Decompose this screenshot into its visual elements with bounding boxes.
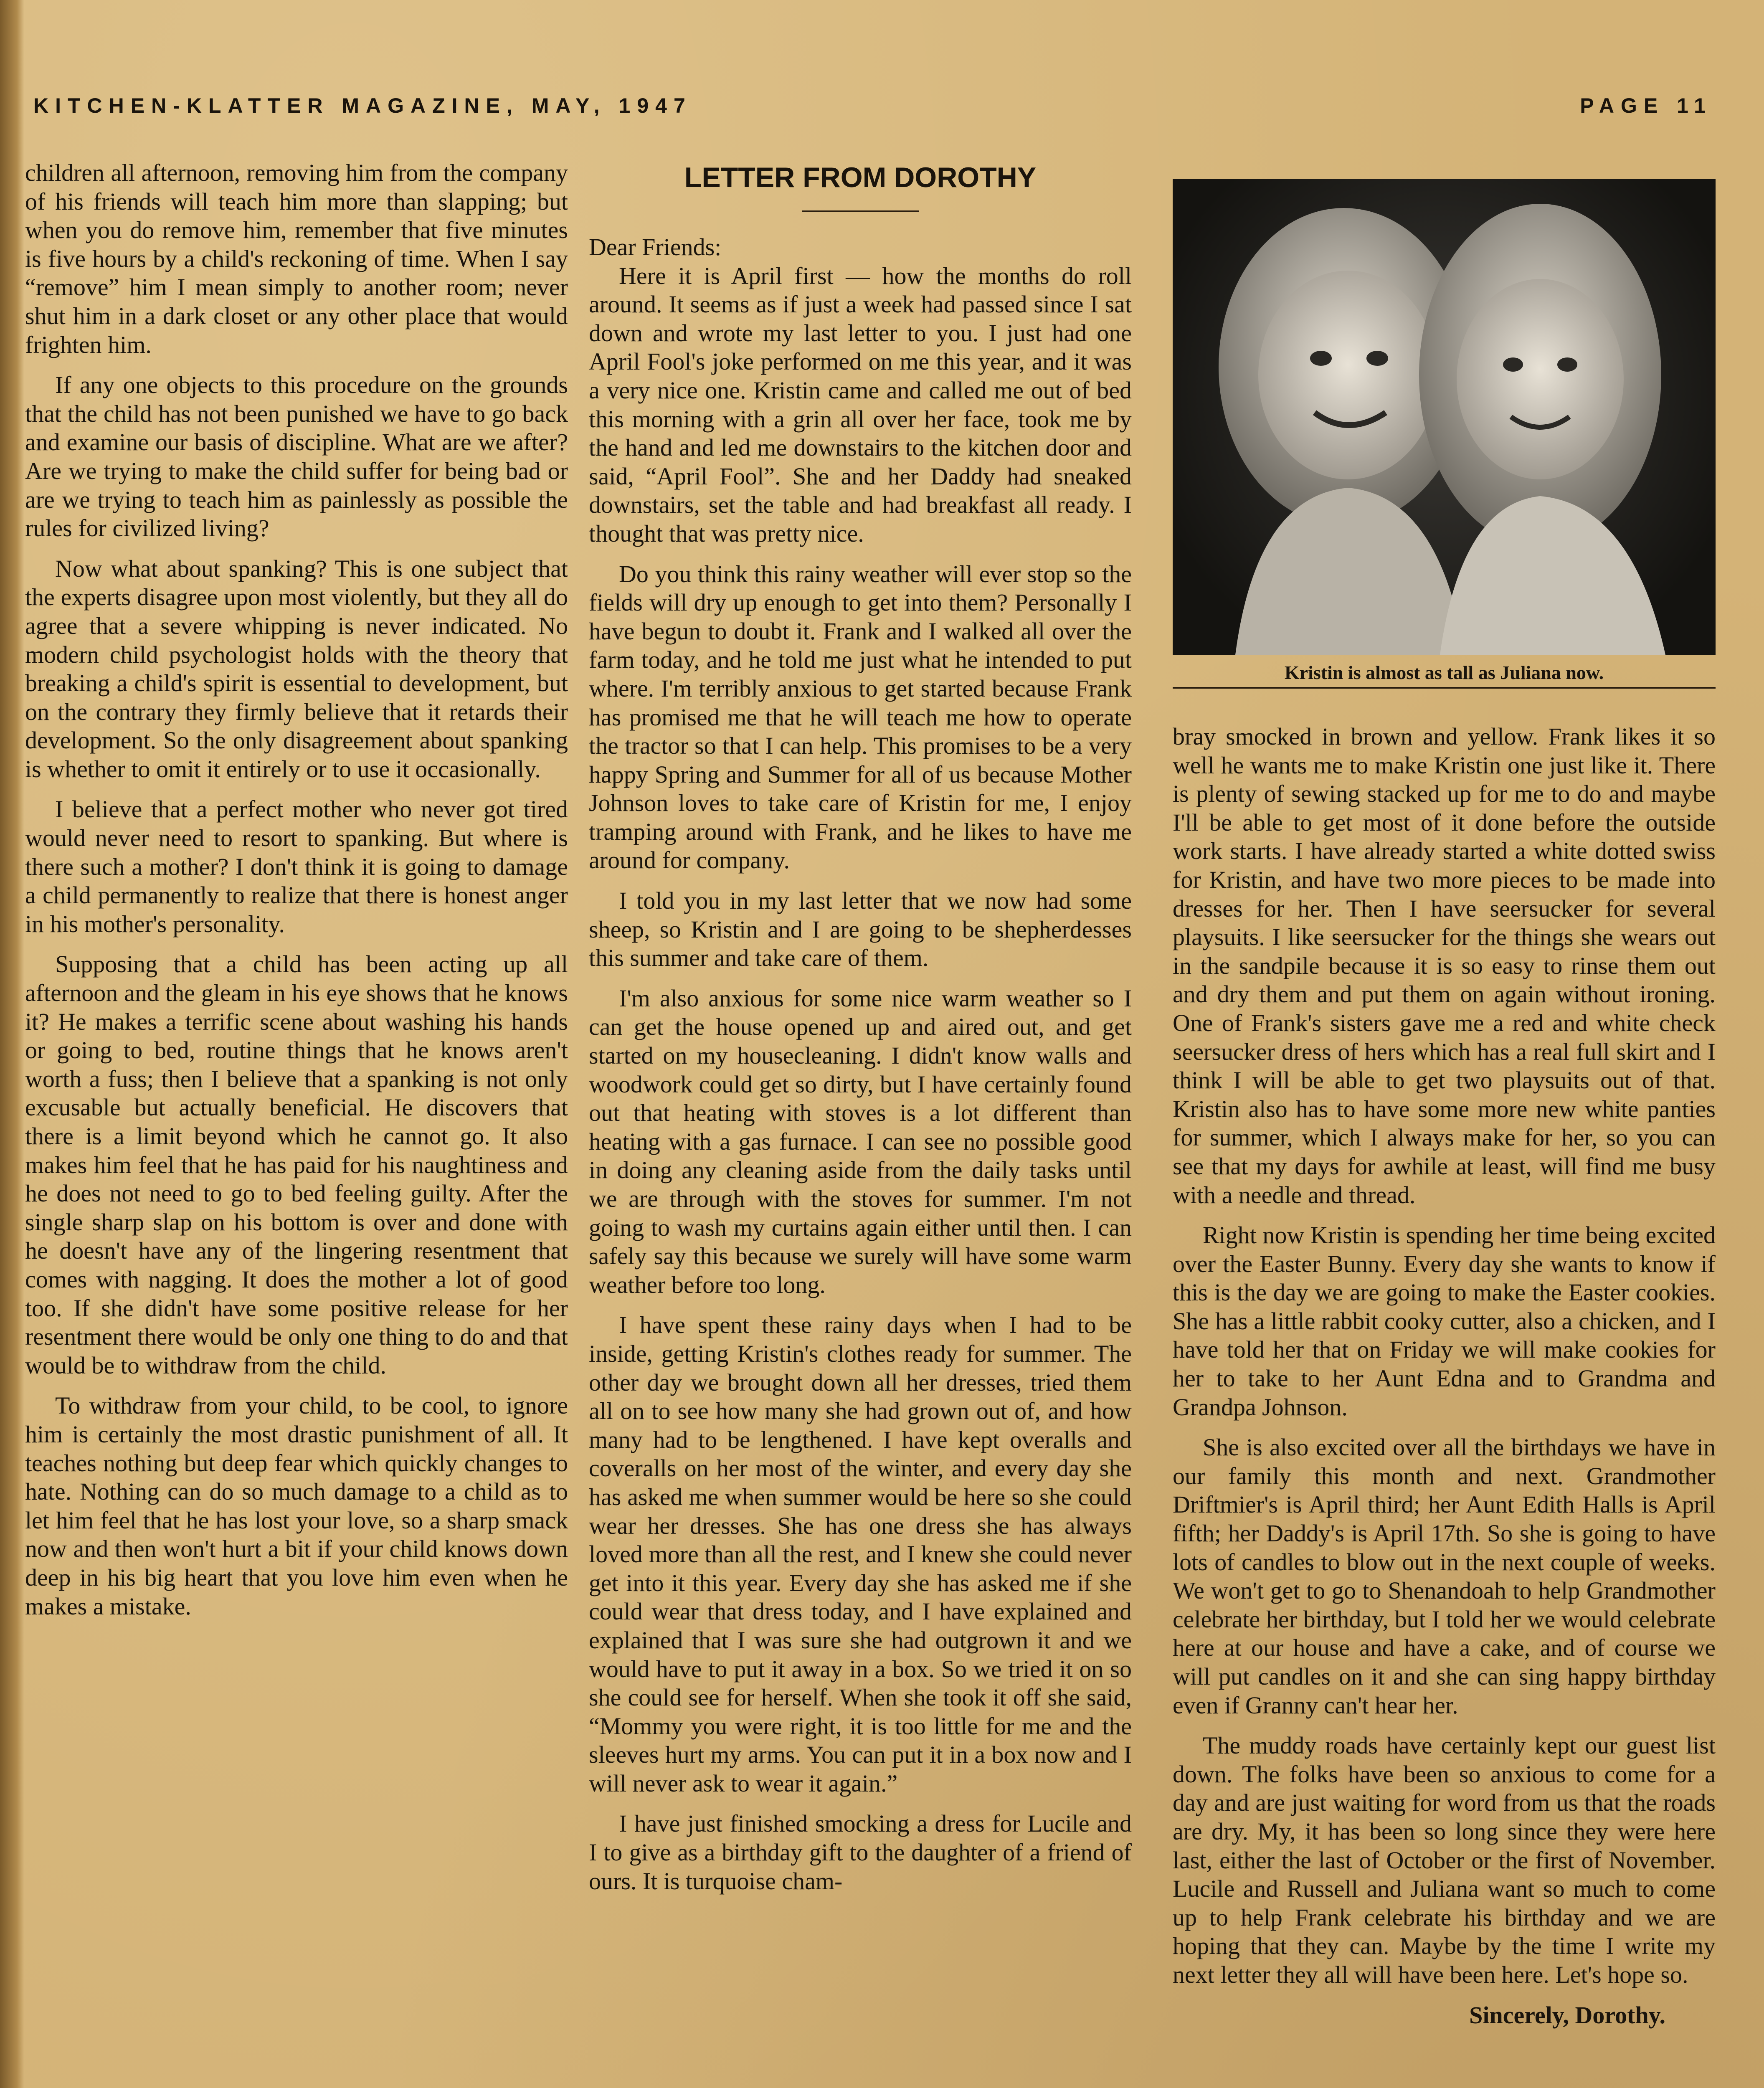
paragraph: If any one objects to this procedure on the grounds that the child has not been punished we have to go back and examine our basis of discipline. What are we after? Are we trying to make the child suffer for being bad or are we trying to teach him as painlessly as possible the rules for civilized living? [25,371,568,542]
paragraph: I have just finished smocking a dress for Lucile and I to give as a birthday gift to the daughter of a friend of ours. It is turquoise cham- [589,1810,1132,1895]
letter-title: LETTER FROM DOROTHY [684,162,1037,193]
paragraph: I believe that a perfect mother who never got tired would never need to resort to spanking. But where is there such a mother? I don't think it is going to damage a child permanently to realize that there is honest anger in his mother's personality. [25,796,568,938]
caption-rule [1173,687,1716,689]
article-column-1 [25,159,568,1632]
paragraph: Here it is April first — how the months do roll around. It seems as if just a week had passed since I sat down and wrote my last letter to you. I just had one April Fool's joke performed on me this year, and it was a very nice one. Kristin came and called me out of bed this morning with a grin all over her face, took me by the hand and led me downstairs to the kitchen door and said, “April Fool”. She and her Daddy had sneaked downstairs, set the table and had breakfast all ready. I thought that was pretty nice. [589,262,1132,547]
paragraph: children all afternoon, removing him from the company of his friends will teach him more than slapping; but when you do remove him, remember that five minutes is five hours by a child's reckoning of time. When I say “remove” him I mean simply to another room; never shut him in a dark closet or any other place that would frighten him. [25,159,568,358]
paragraph: I'm also anxious for some nice warm weather so I can get the house opened up and aired out, and get started on my housecleaning. I didn't know walls and woodwork could get so dirty, but I have certainly found out that heating with stoves is a lot different than heating with a gas furnace. I can see no possible good in doing any cleaning aside from the daily tasks until we are through with the stoves for summer. I'm not going to wash my curtains again either until then. I can safely say this because we surely will have some warm weather before too long. [589,984,1132,1298]
paragraph: Now what about spanking? This is one subject that the experts disagree upon most violently, but they all do agree that a severe whipping is never indicated. No modern child psychologist holds with the theory that breaking a child's spirit is essential to development, but on the contrary they firmly believe that it retards their development. So the only disagreement about spanking is whether to omit it entirely or to use it occasionally. [25,555,568,783]
paragraph: I told you in my last letter that we now had some sheep, so Kristin and I are going to be shepherdesses this summer and take care of them. [589,887,1132,972]
paragraph: She is also excited over all the birthdays we have in our family this month and next. Grandmother Driftmier's is April third; her Aunt Edith Halls is April fifth; her Daddy's is April 17th. So she is going to have lots of candles to blow out in the next couple of weeks. We won't get to go to Shenandoah to help Grandmother celebrate her birthday, but I told her we would celebrate here at our house and have a cake, and of course we will put candles on it and she can sing happy birthday even if Granny can't hear her. [1173,1434,1716,1719]
letter-column-2 [1173,722,1716,2041]
paragraph: bray smocked in brown and yellow. Frank likes it so well he wants me to make Kristin one just like it. There is plenty of sewing stacked up for me to do and maybe I'll be able to get most of it done before the outside work starts. I have already started a white dotted swiss for Kristin, and have two more pieces to be made into dresses for her. Then I have seersucker for several playsuits. I like seersucker for the things she wears out in the sandpile because it is so easy to rinse them out and dry them and put them on again without ironing. One of Frank's sisters gave me a red and white check seersucker dress of hers which has a real full skirt and I think I will be able to get two playsuits out of that. Kristin also has to have some more new white panties for summer, which I always make for her, so you can see that my days for awhile at least, will find me busy with a needle and thread. [1173,723,1716,1209]
binding-gutter [0,0,24,2088]
title-rule [802,210,919,212]
children-photo [1173,179,1716,655]
photo-caption: Kristin is almost as tall as Juliana now. [1284,662,1604,683]
paragraph: To withdraw from your child, to be cool, to ignore him is certainly the most drastic punishment of all. It teaches nothing but deep fear which quickly changes to hate. Nothing can do so much damage to a child as to let him feel that he has lost your love, so a sharp smack now and then won't hurt a bit if your child knows down deep in his big heart that you love him even when he makes a mistake. [25,1392,568,1620]
magazine-title: KITCHEN-KLATTER MAGAZINE, MAY, 1947 [33,94,692,117]
paragraph: Right now Kristin is spending her time being excited over the Easter Bunny. Every day she wants to know if this is the day we are going to make the Easter cookies. She has a little rabbit cooky cutter, also a chicken, and I have told her that on Friday we will make cookies for her to take to her Aunt Edna and to Grandma and Grandpa Johnson. [1173,1221,1716,1421]
paragraph: The muddy roads have certainly kept our guest list down. The folks have been so anxious to come for a day and are just waiting for word from us that the roads are dry. My, it has been so long since they were here last, either the last of October or the first of November. Lucile and Russell and Juliana want so much to come up to help Frank celebrate his birthday and we are hoping that they can. Maybe by the time I write my next letter they all will have been here. Let's hope so. [1173,1732,1716,1988]
paragraph: Supposing that a child has been acting up all afternoon and the gleam in his eye shows that he knows it? He makes a terrific scene about washing his hands or going to bed, routine things that he knows aren't worth a fuss; then I believe that a spanking is not only excusable but actually beneficial. He discovers that there is a limit beyond which he cannot go. It also makes him feel that he has paid for his naughtiness and he does not need to go to bed feeling guilty. After the single sharp slap on his bottom is over and done with he doesn't have any of the lingering resentment that comes with nagging. It does the mother a lot of good too. If she didn't have some positive release for her resentment there would be only one thing to do and that would be to withdraw from the child. [25,950,568,1379]
girls-photo-illustration [1173,179,1716,655]
running-header [33,94,1712,127]
paragraph: Do you think this rainy weather will ever stop so the fields will dry up enough to get into them? Personally I have begun to doubt it. Frank and I walked all over the farm today, and he told me just what he intended to put where. I'm terribly anxious to get started because Frank has promised me that he will teach me how to operate the tractor so that I can help. This promises to be a very happy Spring and Summer for all of us because Mother Johnson loves to take care of Kristin for me, I enjoy tramping around with Frank, and he likes to have me around for company. [589,560,1132,874]
signature: Sincerely, Dorothy. [1469,2001,1665,2029]
paragraph: I have spent these rainy days when I had to be inside, getting Kristin's clothes ready for summer. The other day we brought down all her dresses, tried them all on to see how many she had grown out of, and how many had to be lengthened. I have kept overalls and coveralls on her most of the winter, and every day she has asked me when summer would be here so she could wear her dresses. She has one dress she has always loved more than all the rest, and I knew she could never get into it this year. Every day she has asked me if she could wear that dress today, and I have explained and explained that I was sure she had outgrown it and we would have to put it away in a box. So we tried it on so she could see for herself. When she took it off she said, “Mommy you were right, it is too little for me and the sleeves hurt my arms. You can put it in a box now and I will never ask to wear it again.” [589,1311,1132,1797]
letter-column-1 [589,159,1132,1907]
page-number: PAGE 11 [1580,94,1712,117]
salutation: Dear Friends: [589,233,722,261]
photo-block [1173,179,1716,692]
